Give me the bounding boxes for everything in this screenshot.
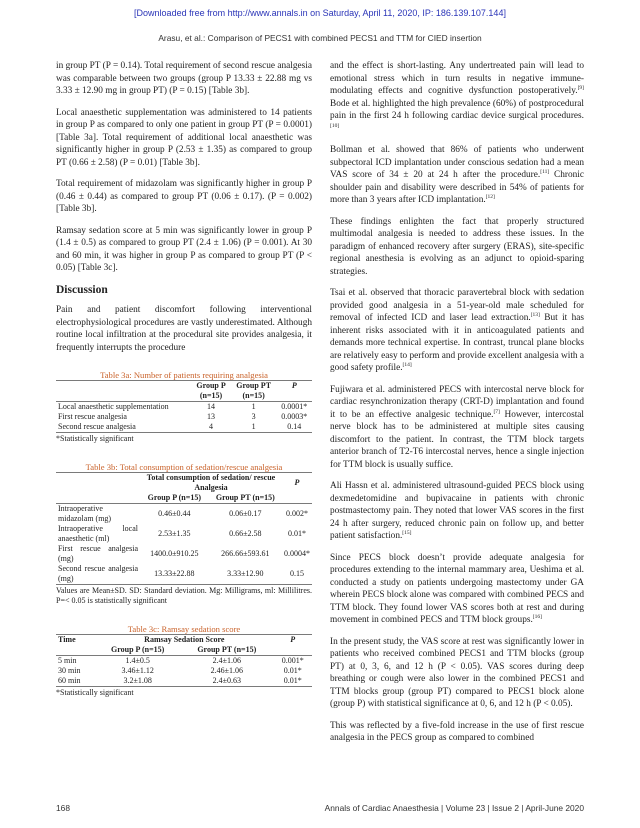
table-cell: 0.002* [285,509,308,518]
table-cell: 0.06±0.17 [229,509,262,518]
left-column [56,60,312,698]
paragraph: Local anaesthetic supplementation was administered to 14 patients in group P as compared to only one patient in group PT (P = 0.0001) [Table 3a]. Total requirement of additional local anaesthetic was significantly higher in group P (2.53 ± 1.35) as compared to group PT (0.66 ± 2.58) (P = 0.01) [Table 3b]. [56,107,312,168]
table-cell: 0.01* [283,666,302,675]
running-head: Arasu, et al.: Comparison of PECS1 with combined PECS1 and TTM for CIED insertion [158,33,482,43]
table-3a [56,370,312,433]
table-row [56,412,312,422]
table-header-cell: Group P [196,381,226,390]
table-row [56,524,312,544]
table-cell: 1 [231,422,277,433]
table-row [56,564,312,585]
table-row [56,504,312,525]
table-cell: 4 [191,422,230,433]
table-cell: 2.4±1.06 [212,656,241,665]
section-heading: Discussion [56,283,108,296]
table-cell: 2.53±1.35 [158,529,191,538]
table-cell: 14 [207,402,216,411]
table-header-cell: Group PT (n=15) [180,645,273,656]
journal-footer: Annals of Cardiac Anaesthesia | Volume 23 | Issue 2 | April-June 2020 [324,803,584,813]
paragraph: Since PECS block doesn’t provide adequate analgesia for procedures extending to the internal mammary area, Ueshima et al. conducted a study on patients undergoing mastectomy under GA wherein PECS block alone was compared with combined PECS and TTM block. They found lower VAS scores both at rest and during movement in combined PECS and TTM block groups.[16] [330,552,584,625]
table-header-cell [56,391,191,402]
table-cell: 0.001* [281,656,304,665]
table-cell: Local anaesthetic supplementation [58,402,169,411]
table-header-cell: P [290,635,296,644]
table-cell: 13 [207,412,216,421]
paragraph: Bollman et al. showed that 86% of patients who underwent subpectoral ICD implantation under conscious sedation had a mean VAS score of 34 ± 20 at 24 h after the procedure.[11] Chronic shoulder pain and disability were described in 54% of patients for more than 3 years after ICD implantation.[12] [330,145,584,205]
table-cell: 0.0003* [281,412,308,421]
table-cell: 2.4±0.63 [180,676,273,687]
table-cell: 0.15 [282,564,312,585]
table-header-cell: Ramsay Sedation Score [144,635,225,644]
table-cell: 30 min [58,666,81,675]
paragraph: in group PT (P = 0.14). Total requirement of second rescue analgesia was comparable between two groups (group P 13.33 ± 22.88 mg vs 3.33 ± 12.90 mg in group PT) (P = 0.15) [Table 3b]. [56,61,312,96]
table-cell: 0.0004* [283,549,310,558]
table-row [56,402,312,413]
table-header-cell: P [294,478,300,487]
table-cell: 60 min [56,676,95,687]
table-cell: 3.2±1.08 [95,676,180,687]
table-header-cell: Group P (n=15) [140,493,209,504]
table-cell: 3 [251,412,256,421]
table-note: *Statistically significant [56,688,134,697]
download-banner[interactable]: [Downloaded free from http://www.annals.in on Saturday, April 11, 2020, IP: 186.139.107.144] [134,8,506,18]
citation[interactable]: [10] [330,122,340,129]
paragraph: and the effect is short-lasting. Any undertreated pain will lead to emotional stress which in turn results in negative immune-modulating effects and cognitive dysfunction postoperatively.[9] Bode et al. highlighted the high prevalence (60%) of postprocedural pain in the first 24 h following cardiac device surgical procedures.[10] [330,61,584,129]
table-title: Table 3b: Total consumption of sedation/rescue analgesia [56,462,312,473]
table-header-cell: Group PT (n=15) [209,493,282,504]
paragraph: Ali Hassn et al. administered ultrasound-guided PECS block using dexmedetomidine and bupivacaine in patients with chronic postmastectomy pain. They noted that lower VAS scores in the first 24 h after surgery, reduced chronic pain on follow up, and better patient satisfaction.[15] [330,481,584,541]
table-cell: 0.01* [287,529,306,538]
table-header-cell: Total consumption of sedation/ rescue Analgesia [146,473,276,492]
table-cell: 0.01* [273,676,312,687]
table-note: Values are Mean±SD. SD: Standard deviation. Mg: Milligrams, ml: Millilitres. P=< 0.05 is statistically significant [56,586,312,605]
table-row [56,544,312,564]
table-header-cell [277,391,312,402]
paragraph: This was reflected by a five-fold increase in the use of first rescue analgesia in the PECS group as compared to combined [330,720,584,743]
table-cell: 2.46±1.06 [210,666,243,675]
table-title: Table 3c: Ramsay sedation score [56,624,312,635]
table-cell: 5 min [58,656,77,665]
table-row [56,676,312,687]
table-cell: 1 [251,402,256,411]
table-cell: 266.66±593.61 [221,549,270,558]
citation[interactable]: [14] [402,361,412,368]
table-header-cell: (n=15) [231,391,277,402]
citation[interactable]: [11] [540,168,550,175]
table-cell: 0.14 [277,422,312,433]
page-number: 168 [56,803,70,813]
table-header-cell: Group P (n=15) [95,645,180,656]
citation[interactable]: [7] [493,408,500,415]
table-cell: Second rescue analgesia (mg) [58,564,138,583]
table-title: Table 3a: Number of patients requiring analgesia [56,370,312,381]
citation[interactable]: [9] [577,84,584,91]
table-cell: Intraoperative local anaesthetic (ml) [58,524,138,543]
citation[interactable]: [15] [402,529,412,536]
paragraph: In the present study, the VAS score at rest was significantly lower in patients who received combined PECS1 and TTM blocks (group PT) at 0, 3, 6, and 12 h (P < 0.05). VAS scores during deep breathing or cough were also lower in the combined PECS1 and TTM blocks group (group PT) compared to PECS1 block alone (group P) with statistical significance at 0, 6, and 12 h (P < 0.05). [330,636,584,709]
table-header-cell: P [291,381,297,390]
citation[interactable]: [13] [530,311,540,318]
table-cell: First rescue analgesia [58,412,127,421]
citation[interactable]: [12] [485,193,495,200]
paragraph: These findings enlighten the fact that properly structured multimodal analgesia is needed to address these issues. In the paradigm of enhanced recovery after surgery (ERAS), site-specific regional anesthesia is evolving as an adjunct to opioid-sparing strategies. [330,216,584,277]
paragraph: Fujiwara et al. administered PECS with intercostal nerve block for cardiac resynchronization therapy (CRT-D) implantation and found it to be an effective analgesic technique.[7] However, intercostal nerve block has to be administered at multiple sites causing discomfort to the patient. In contrast, the TTM block targets anterior branch of T2-T6 intercostal nerves, hence a single injection for TTM block is usually suffice. [330,384,584,470]
table-3c [56,624,312,687]
table-header-cell: Group PT [236,381,272,390]
table-cell: 3.46±1.12 [121,666,154,675]
paragraph: Tsai et al. observed that thoracic paravertebral block with sedation provided good analgesia in a 51-year-old male scheduled for removal of infected ICD and laser lead extraction.[13] But it has inherent risks associated with it in anticoagulated patients and demands more technical expertise. In contrast, truncal plane blocks are relatively easy to perform and provide excellent analgesia with a good safety profile.[14] [330,288,585,373]
table-header-cell [56,381,191,392]
table-row [56,656,312,667]
table-cell: Second rescue analgesia [56,422,191,433]
paragraph: Ramsay sedation score at 5 min was significantly lower in group P (1.4 ± 0.5) as compared to group PT (2.4 ± 1.06) (P = 0.001). At 30 and 60 min, it was higher in group P as compared to group PT (P < 0.05) [Table 3c]. [56,225,312,273]
table-row [56,422,312,433]
paragraph: Total requirement of midazolam was significantly higher in group P (0.46 ± 0.44) as compared to group PT (0.06 ± 0.17). (P = 0.002) [Table 3b]. [56,179,312,214]
table-cell: 3.33±12.90 [209,564,282,585]
table-cell: 0.46±0.44 [158,509,191,518]
table-cell: First rescue analgesia (mg) [58,544,138,563]
table-header-cell: (n=15) [191,391,230,402]
right-column [330,60,584,754]
table-3b [56,462,312,585]
table-cell: 1.4±0.5 [125,656,150,665]
table-cell: 13.33±22.88 [140,564,209,585]
paragraph: Pain and patient discomfort following interventional electrophysiological procedures are vastly underestimated. Although routine local infiltration at the procedural site provides analgesia, it frequently interrupts the procedure [56,305,312,353]
table-cell: Intraoperative midazolam (mg) [58,504,112,523]
citation[interactable]: [16] [532,613,542,620]
table-cell: 1400.0±910.25 [150,549,199,558]
table-cell: 0.66±2.58 [229,529,262,538]
table-note: *Statistically significant [56,434,134,443]
table-row [56,666,312,676]
table-cell: 0.0001* [281,402,308,411]
table-header-cell: Time [58,635,76,644]
